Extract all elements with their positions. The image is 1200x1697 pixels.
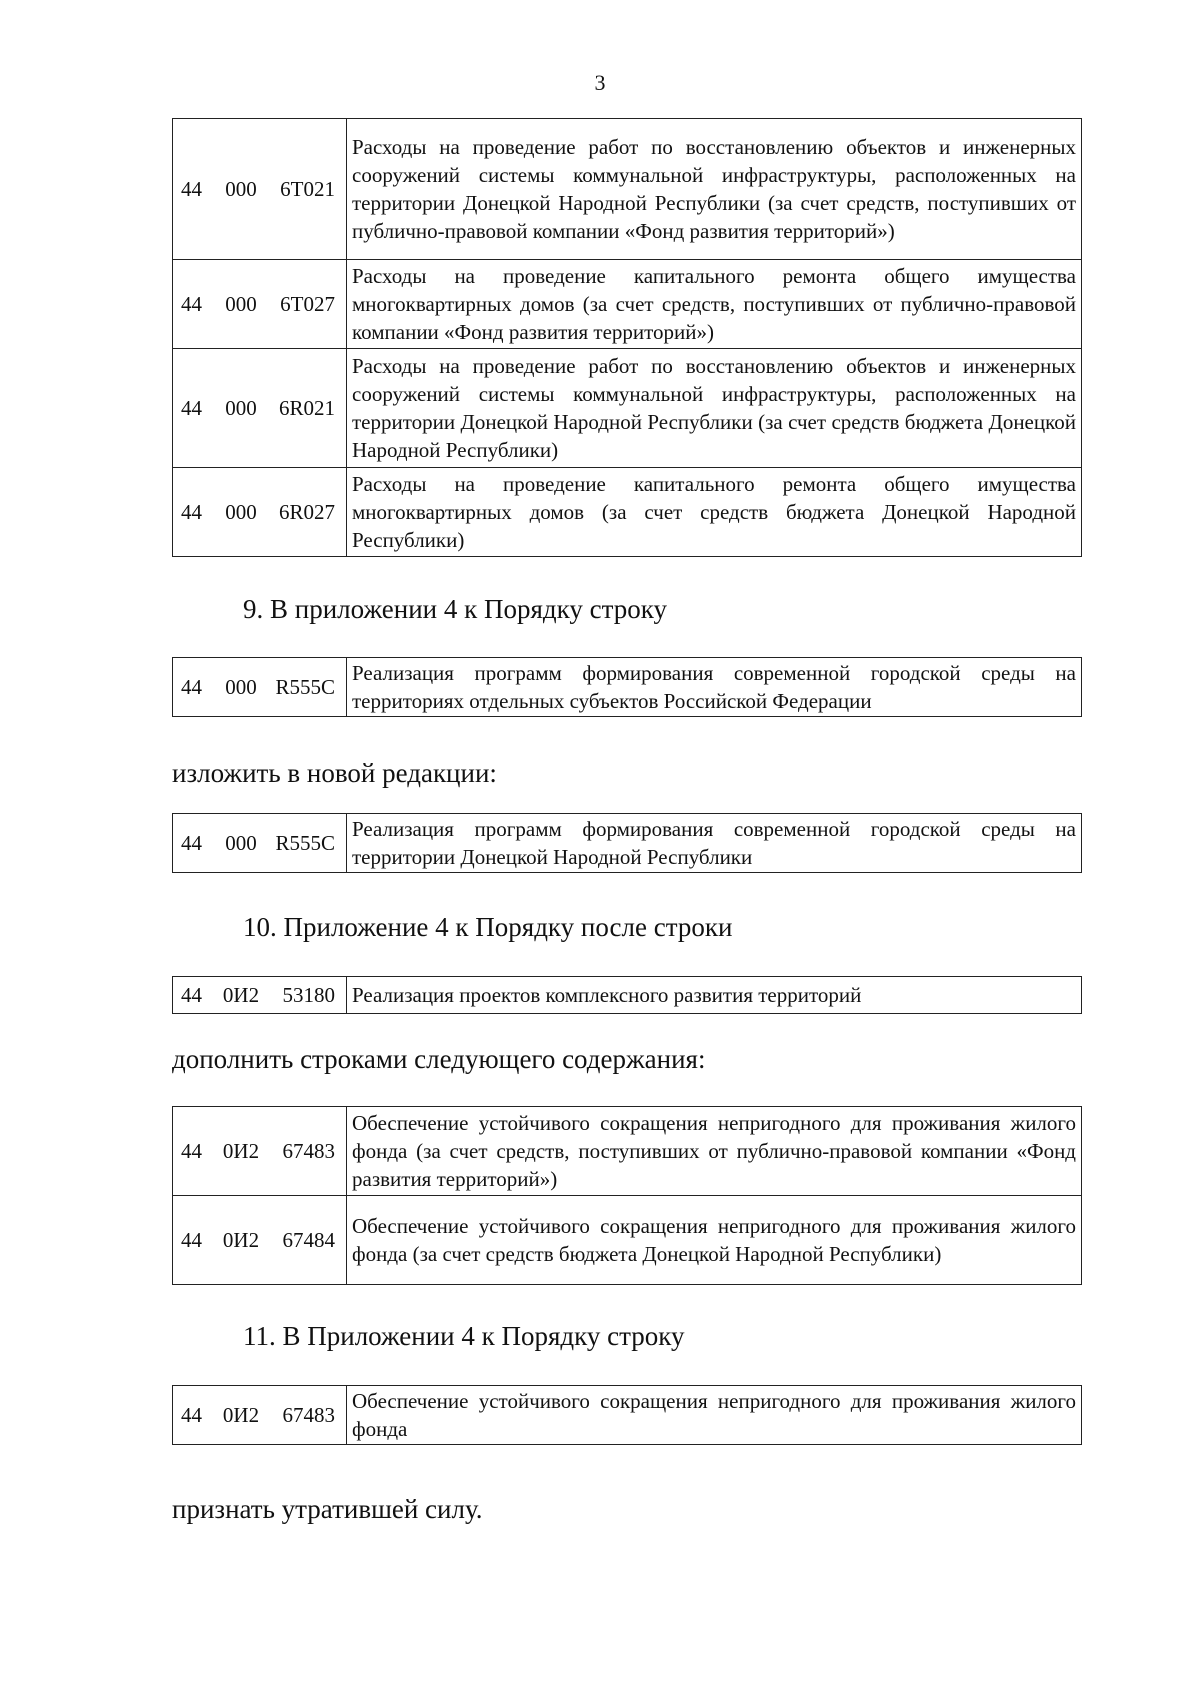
table-row <box>173 119 1082 260</box>
table-row <box>173 977 1082 1014</box>
paragraph-redaction: изложить в новой редакции: <box>172 758 497 788</box>
code-table-2 <box>172 657 1082 717</box>
code-table-6 <box>172 1385 1082 1445</box>
expense-description: Реализация программ формирования современной городской среды на территории Донецкой Народной Республики <box>347 814 1082 873</box>
table-row <box>173 260 1082 349</box>
paragraph-supplement: дополнить строками следующего содержания: <box>172 1044 706 1074</box>
budget-code: 44 000 6T027 <box>173 260 347 349</box>
table-row <box>173 468 1082 557</box>
code-table-4 <box>172 976 1082 1014</box>
budget-code: 44 0И2 67483 <box>173 1107 347 1196</box>
table-row <box>173 1107 1082 1196</box>
budget-code: 44 000 6T021 <box>173 119 347 260</box>
expense-description: Обеспечение устойчивого сокращения непригодного для проживания жилого фонда <box>347 1386 1082 1445</box>
paragraph-10: 10. Приложение 4 к Порядку после строки <box>243 912 733 942</box>
table-row <box>173 658 1082 717</box>
expense-description: Расходы на проведение работ по восстановлению объектов и инженерных сооружений системы коммунальной инфраструктуры, расположенных на территории Донецкой Народной Республики (за счет средств, поступивших от публично-правовой компании «Фонд развития территорий») <box>347 119 1082 260</box>
table-row <box>173 1196 1082 1285</box>
budget-code: 44 000 R555C <box>173 814 347 873</box>
paragraph-void: признать утратившей силу. <box>172 1494 483 1524</box>
expense-description: Расходы на проведение капитального ремонта общего имущества многоквартирных домов (за счет средств, поступивших от публично-правовой компании «Фонд развития территорий») <box>347 260 1082 349</box>
code-table-1 <box>172 118 1082 557</box>
page-number: 3 <box>594 70 606 95</box>
code-table-5 <box>172 1106 1082 1285</box>
expense-description: Реализация программ формирования современной городской среды на территориях отдельных субъектов Российской Федерации <box>347 658 1082 717</box>
expense-description: Обеспечение устойчивого сокращения непригодного для проживания жилого фонда (за счет средств, поступивших от публично-правовой компании «Фонд развития территорий») <box>347 1107 1082 1196</box>
budget-code: 44 0И2 67484 <box>173 1196 347 1285</box>
paragraph-11: 11. В Приложении 4 к Порядку строку <box>243 1321 685 1351</box>
expense-description: Реализация проектов комплексного развития территорий <box>347 977 1082 1014</box>
code-table-3 <box>172 813 1082 873</box>
budget-code: 44 0И2 67483 <box>173 1386 347 1445</box>
paragraph-9: 9. В приложении 4 к Порядку строку <box>243 594 667 624</box>
table-row <box>173 349 1082 468</box>
expense-description: Обеспечение устойчивого сокращения непригодного для проживания жилого фонда (за счет средств бюджета Донецкой Народной Республики) <box>347 1196 1082 1285</box>
table-row <box>173 1386 1082 1445</box>
budget-code: 44 000 6R027 <box>173 468 347 557</box>
budget-code: 44 000 6R021 <box>173 349 347 468</box>
expense-description: Расходы на проведение работ по восстановлению объектов и инженерных сооружений системы коммунальной инфраструктуры, расположенных на территории Донецкой Народной Республики (за счет средств бюджета Донецкой Народной Республики) <box>347 349 1082 468</box>
budget-code: 44 0И2 53180 <box>173 977 347 1014</box>
expense-description: Расходы на проведение капитального ремонта общего имущества многоквартирных домов (за счет средств бюджета Донецкой Народной Республики) <box>347 468 1082 557</box>
budget-code: 44 000 R555C <box>173 658 347 717</box>
table-row <box>173 814 1082 873</box>
